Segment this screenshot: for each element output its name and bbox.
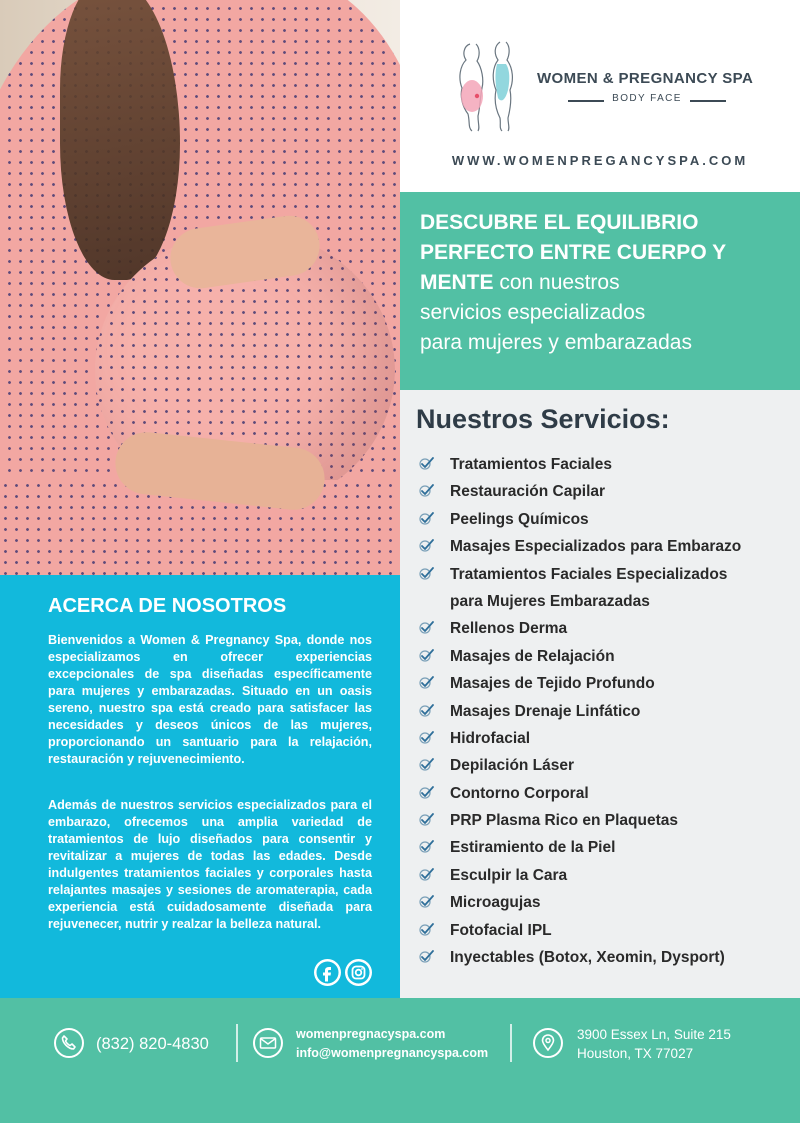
service-item	[418, 451, 798, 478]
service-item	[418, 862, 798, 889]
service-item	[418, 506, 798, 533]
service-item-label: Esculpir la Cara	[450, 866, 568, 884]
brand-subtitle-line-right	[690, 100, 726, 102]
service-item-label: Microagujas	[450, 894, 541, 912]
service-item	[418, 780, 798, 807]
logo-figures-icon	[450, 36, 525, 132]
check-icon	[418, 456, 434, 470]
logo-area	[400, 0, 800, 192]
services-title: Nuestros Servicios:	[416, 404, 670, 434]
instagram-button[interactable]	[345, 959, 372, 986]
footer	[0, 998, 800, 1123]
headline-band	[400, 192, 800, 390]
check-icon	[418, 894, 434, 908]
check-icon	[418, 538, 434, 552]
service-item	[418, 807, 798, 834]
service-item-label: Masajes Drenaje Linfático	[450, 702, 641, 720]
check-icon	[418, 757, 434, 771]
service-item	[418, 889, 798, 916]
check-icon	[418, 675, 434, 689]
service-item-label: Depilación Láser	[450, 757, 575, 775]
headline-line-3-strong: MENTE	[420, 271, 494, 294]
phone-icon	[54, 1028, 84, 1058]
brand-subtitle-line-left	[568, 100, 604, 102]
service-item	[418, 588, 798, 615]
check-icon	[418, 566, 434, 580]
instagram-icon	[345, 959, 372, 986]
about-title: ACERCA DE NOSOTROS	[48, 595, 287, 617]
service-item-label: Hidrofacial	[450, 729, 531, 747]
services-list	[418, 451, 798, 971]
check-icon	[418, 867, 434, 881]
hero-photo	[0, 0, 400, 575]
check-icon	[418, 483, 434, 497]
website-url[interactable]: WWW.WOMENPREGANCYSPA.COM	[451, 153, 749, 168]
headline	[420, 208, 790, 358]
service-item-label: Tratamientos Faciales Especializados	[450, 565, 728, 583]
about-paragraph-1: Bienvenidos a Women & Pregnancy Spa, donde nos especializamos en ofrecer experiencias excepcionales de spa diseñadas específicamente para mujeres y embarazadas. Situado en un oasis sereno, nuestro spa está creado para satisfacer las necesidades y deseos únicos de las mujeres, proporcionando un santuario para la relajación, restauración y rejuvenecimiento.	[48, 633, 372, 766]
service-item-label: Inyectables (Botox, Xeomin, Dysport)	[450, 949, 725, 967]
check-icon	[418, 922, 434, 936]
service-item	[418, 643, 798, 670]
service-item	[418, 752, 798, 779]
service-item	[418, 533, 798, 560]
service-item-label: Estiramiento de la Piel	[450, 839, 616, 857]
footer-divider-2	[510, 1024, 512, 1062]
footer-divider-1	[236, 1024, 238, 1062]
footer-phone[interactable]: (832) 820-4830	[96, 1035, 209, 1053]
service-item-label: Masajes de Tejido Profundo	[450, 675, 655, 693]
service-item-label: Restauración Capilar	[450, 483, 606, 501]
headline-line-3	[420, 268, 790, 298]
service-item-label: Contorno Corporal	[450, 784, 589, 802]
brand-name: WOMEN & PREGNANCY SPA	[537, 70, 754, 87]
mail-icon	[253, 1028, 283, 1058]
service-item-label: para Mujeres Embarazadas	[450, 592, 650, 610]
service-item-label: Peelings Químicos	[450, 510, 589, 528]
headline-line-4: servicios especializados	[420, 301, 646, 324]
service-item-label: Fotofacial IPL	[450, 921, 552, 939]
footer-address-line-1[interactable]: 3900 Essex Ln, Suite 215	[577, 1027, 731, 1042]
services-panel	[400, 390, 800, 998]
service-item	[418, 698, 798, 725]
check-icon	[418, 511, 434, 525]
check-icon	[418, 620, 434, 634]
headline-line-5: para mujeres y embarazadas	[420, 331, 692, 354]
service-item	[418, 834, 798, 861]
footer-address-line-2[interactable]: Houston, TX 77027	[577, 1046, 694, 1061]
location-pin-icon	[533, 1028, 563, 1058]
headline-line-1: DESCUBRE EL EQUILIBRIO	[420, 211, 699, 234]
service-item-label: Masajes de Relajación	[450, 647, 615, 665]
service-item	[418, 944, 798, 971]
check-icon	[418, 648, 434, 662]
service-item-label: Tratamientos Faciales	[450, 456, 612, 473]
check-icon	[418, 703, 434, 717]
photo-hair	[60, 0, 180, 280]
service-item	[418, 670, 798, 697]
brand-subtitle-row	[568, 92, 726, 108]
facebook-button[interactable]	[314, 959, 341, 986]
service-item-label: Rellenos Derma	[450, 620, 568, 638]
check-icon	[418, 730, 434, 744]
service-item	[418, 615, 798, 642]
headline-line-2: PERFECTO ENTRE CUERPO Y	[420, 241, 727, 264]
check-icon	[418, 812, 434, 826]
about-panel	[0, 575, 400, 998]
check-icon	[418, 949, 434, 963]
facebook-icon	[314, 959, 341, 986]
service-item	[418, 478, 798, 505]
service-item-label: PRP Plasma Rico en Plaquetas	[450, 812, 679, 830]
service-item	[418, 725, 798, 752]
about-paragraph-2: Además de nuestros servicios especializados para el embarazo, ofrecemos una amplia variedad de tratamientos de lujo diseñados para consentir y revitalizar a mujeres de todas las edades. Desde indulgentes tratamientos faciales y corporales hasta relajantes masajes y sesiones de aromaterapia, cada experiencia está cuidadosamente diseñada para rejuvenecer, nutrir y realzar la belleza natural.	[48, 798, 372, 931]
service-item	[418, 917, 798, 944]
service-item-label: Masajes Especializados para Embarazo	[450, 538, 742, 556]
footer-website[interactable]: womenpregnacyspa.com	[296, 1027, 446, 1041]
service-item	[418, 561, 798, 588]
check-icon	[418, 785, 434, 799]
brand-subtitle: BODY FACE	[612, 93, 682, 104]
check-icon	[418, 839, 434, 853]
headline-line-3-light: con nuestros	[493, 271, 620, 294]
footer-email[interactable]: info@womenpregnancyspa.com	[296, 1046, 489, 1060]
